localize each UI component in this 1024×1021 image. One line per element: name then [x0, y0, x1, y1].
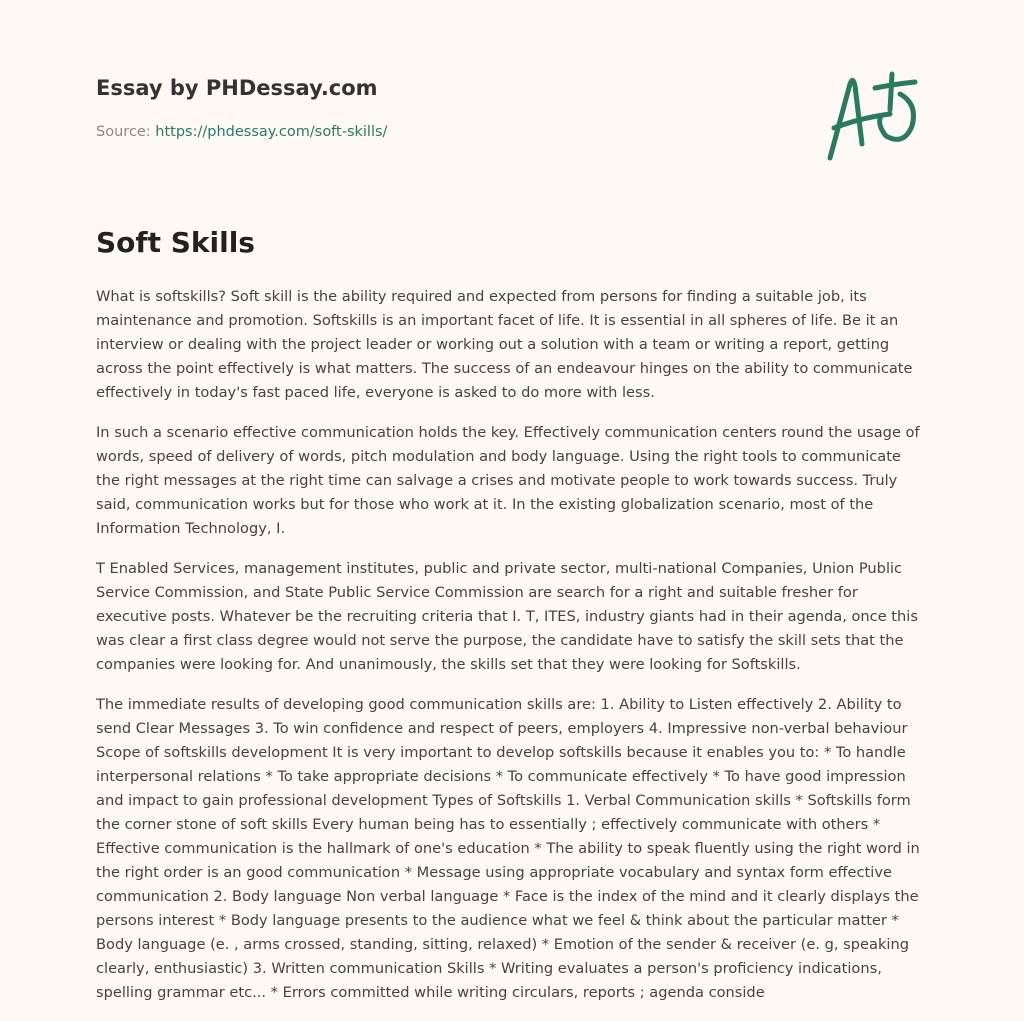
article-body: [96, 285, 928, 1021]
site-title: Essay by PHDessay.com: [96, 76, 378, 100]
site-header: [96, 76, 378, 100]
a-plus-logo-icon: [820, 66, 930, 166]
source-label: Source:: [96, 124, 151, 140]
article-title: Soft Skills: [96, 226, 255, 259]
paragraph: The immediate results of developing good communication skills are: 1. Ability to Listen effectively 2. Ability to send Clear Messages 3. To win confidence and respect of peers, employers 4. Impressive non-verbal behaviour Scope of softskills development It is very important to develop softskills because it enables you to: * To handle interpersonal relations * To take appropriate decisions * To communicate effectively * To have good impression and impact to gain professional development Types of Softskills 1. Verbal Communication skills * Softskills form the corner stone of soft skills Every human being has to essentially ; effectively communicate with others * Effective communication is the hallmark of one's education * The ability to speak fluently using the right word in the right order is an good communication * Message using appropriate vocabulary and syntax form effective communication 2. Body language Non verbal language * Face is the index of the mind and it clearly displays the persons interest * Body language presents to the audience what we feel & think about the particular matter * Body language (e. , arms crossed, standing, sitting, relaxed) * Emotion of the sender & receiver (e. g, speaking clearly, enthusiastic) 3. Written communication Skills * Writing evaluates a person's proficiency indications, spelling grammar etc... * Errors committed while writing circulars, reports ; agenda conside: [96, 696, 920, 1001]
paragraph: In such a scenario effective communication holds the key. Effectively communication centers round the usage of words, speed of delivery of words, pitch modulation and body language. Using the right tools to communicate the right messages at the right time can salvage a crises and motivate people to work towards success. Truly said, communication works but for those who work at it. In the existing globalization scenario, most of the Information Technology, I.: [96, 424, 920, 537]
source-line: [96, 124, 387, 140]
source-link[interactable]: https://phdessay.com/soft-skills/: [155, 124, 388, 140]
paragraph: What is softskills? Soft skill is the ability required and expected from persons for finding a suitable job, its maintenance and promotion. Softskills is an important facet of life. It is essential in all spheres of life. Be it an interview or dealing with the project leader or working out a solution with a team or writing a report, getting across the point effectively is what matters. The success of an endeavour hinges on the ability to communicate effectively in today's fast paced life, everyone is asked to do more with less.: [96, 288, 913, 401]
paragraph: T Enabled Services, management institutes, public and private sector, multi-national Companies, Union Public Service Commission, and State Public Service Commission are search for a right and suitable fresher for executive posts. Whatever be the recruiting criteria that I. T, ITES, industry giants had in their agenda, once this was clear a first class degree would not serve the purpose, the candidate have to satisfy the skill sets that the companies were looking for. And unanimously, the skills set that they were looking for Softskills.: [96, 560, 918, 673]
